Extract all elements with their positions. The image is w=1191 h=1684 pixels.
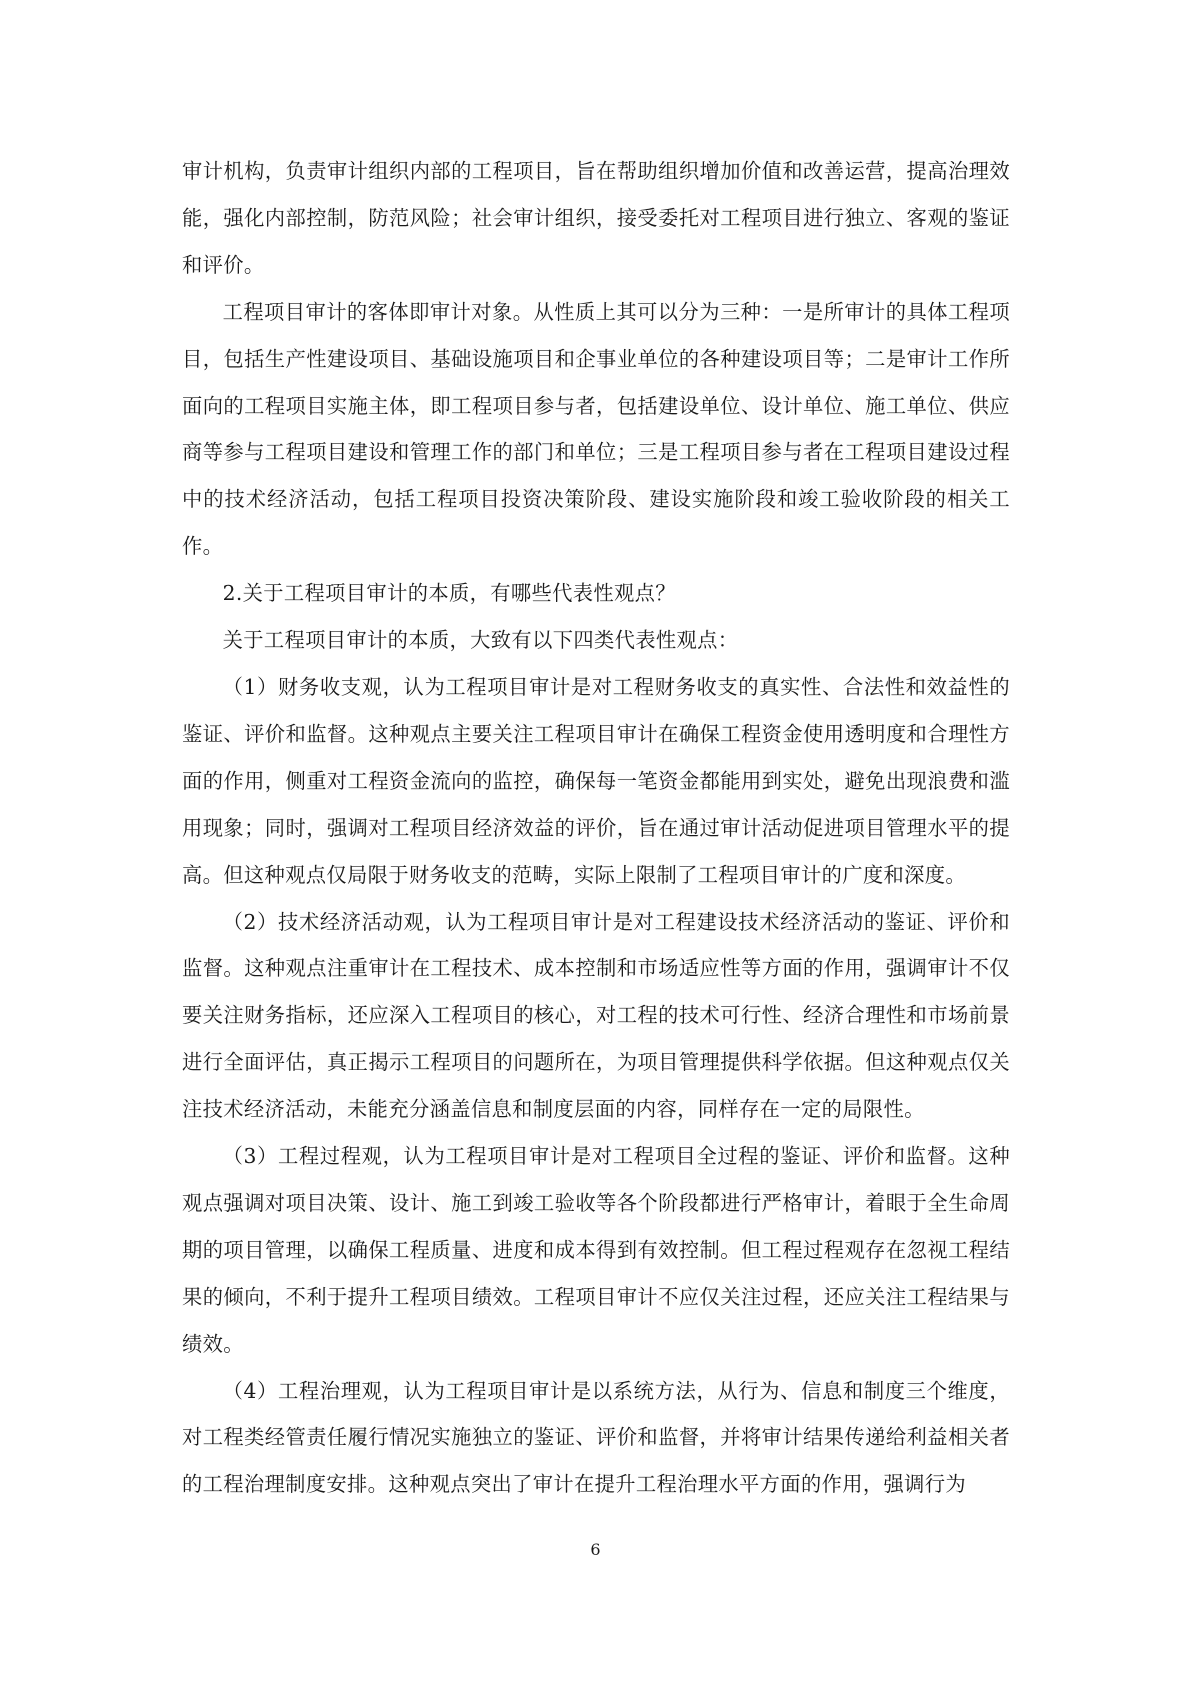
page-number: 6 — [590, 1540, 601, 1559]
question-heading: 2.关于工程项目审计的本质，有哪些代表性观点？ — [222, 581, 676, 606]
paragraph-view-1: （1）财务收支观，认为工程项目审计是对工程财务收支的真实性、合法性和效益性的鉴证、评价和监督。这种观点主要关注工程项目审计在确保工程资金使用透明度和合理性方面的作用，侧重对工程资金流向的监控，确保每一笔资金都能用到实处，避免出现浪费和滥用现象；同时，强调对工程项目经济效益的评价，旨在通过审计活动促进项目管理水平的提高。但这种观点仅局限于财务收支的范畴，实际上限制了工程项目审计的广度和深度。 — [182, 674, 1010, 887]
paragraph-view-2: （2）技术经济活动观，认为工程项目审计是对工程建设技术经济活动的鉴证、评价和监督。这种观点注重审计在工程技术、成本控制和市场适应性等方面的作用，强调审计不仅要关注财务指标，还应深入工程项目的核心，对工程的技术可行性、经济合理性和市场前景进行全面评估，真正揭示工程项目的问题所在，为项目管理提供科学依据。但这种观点仅关注技术经济活动，未能充分涵盖信息和制度层面的内容，同样存在一定的局限性。 — [182, 909, 1010, 1122]
paragraph-view-4: （4）工程治理观，认为工程项目审计是以系统方法，从行为、信息和制度三个维度，对工程类经管责任履行情况实施独立的鉴证、评价和监督，并将审计结果传递给利益相关者的工程治理制度安排。这种观点突出了审计在提升工程治理水平方面的作用，强调行为 — [182, 1378, 1010, 1497]
paragraph-intro: 关于工程项目审计的本质，大致有以下四类代表性观点： — [222, 628, 739, 653]
paragraph-audit-object: 工程项目审计的客体即审计对象。从性质上其可以分为三种：一是所审计的具体工程项目，包括生产性建设项目、基础设施项目和企事业单位的各种建设项目等；二是审计工作所面向的工程项目实施主体，即工程项目参与者，包括建设单位、设计单位、施工单位、供应商等参与工程项目建设和管理工作的部门和单位；三是工程项目参与者在工程项目建设过程中的技术经济活动，包括工程项目投资决策阶段、建设实施阶段和竣工验收阶段的相关工作。 — [182, 299, 1010, 559]
paragraph-continued: 审计机构，负责审计组织内部的工程项目，旨在帮助组织增加价值和改善运营，提高治理效能，强化内部控制，防范风险；社会审计组织，接受委托对工程项目进行独立、客观的鉴证和评价。 — [182, 159, 1010, 277]
paragraph-view-3: （3）工程过程观，认为工程项目审计是对工程项目全过程的鉴证、评价和监督。这种观点强调对项目决策、设计、施工到竣工验收等各个阶段都进行严格审计，着眼于全生命周期的项目管理，以确保工程质量、进度和成本得到有效控制。但工程过程观存在忽视工程结果的倾向，不利于提升工程项目绩效。工程项目审计不应仅关注过程，还应关注工程结果与绩效。 — [182, 1144, 1010, 1356]
body-text — [182, 148, 1010, 1508]
